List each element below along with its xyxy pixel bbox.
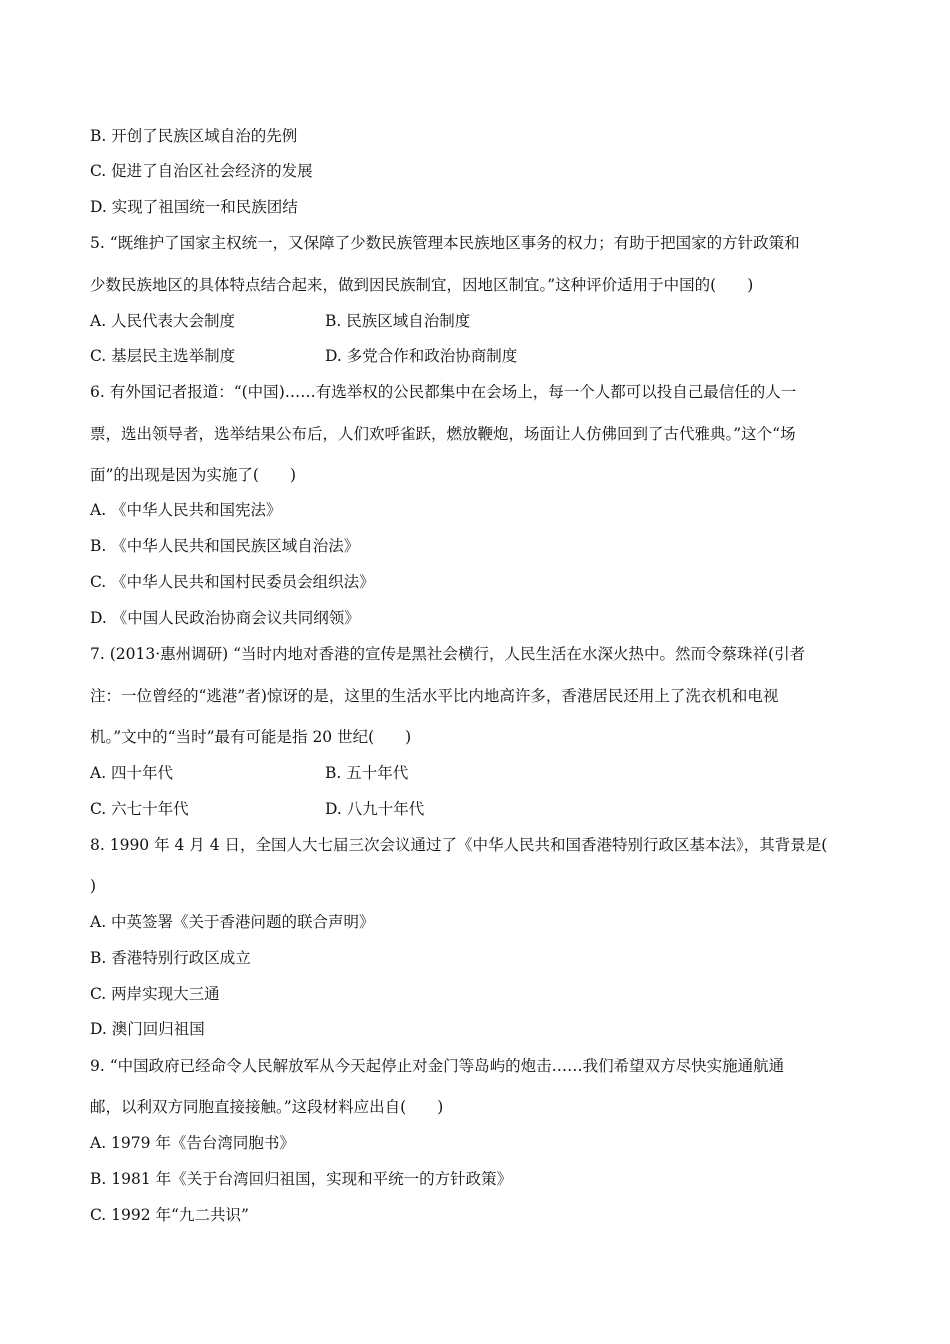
- option-d: D. 八九十年代: [325, 800, 425, 818]
- option-line: C. 两岸实现大三通: [90, 985, 220, 1003]
- question-5-text: 5. “既维护了国家主权统一，又保障了少数民族管理本民族地区事务的权力；有助于把国家的方针政策和: [90, 234, 800, 252]
- question-8-text: 8. 1990 年 4 月 4 日，全国人大七届三次会议通过了《中华人民共和国香港特别行政区基本法》，其背景是(: [90, 836, 828, 854]
- option-line: A. 1979 年《告台湾同胞书》: [90, 1134, 295, 1152]
- option-row: [90, 346, 235, 366]
- question-7-text: 注：一位曾经的“逃港”者)惊讶的是，这里的生活水平比内地高许多，香港居民还用上了洗衣机和电视: [90, 687, 779, 705]
- option-line: A. 《中华人民共和国宪法》: [90, 501, 282, 519]
- option-line: D. 实现了祖国统一和民族团结: [90, 198, 298, 216]
- option-line: C. 《中华人民共和国村民委员会组织法》: [90, 573, 375, 591]
- option-c: C. 基层民主选举制度: [90, 347, 236, 365]
- option-line: A. 中英签署《关于香港问题的联合声明》: [90, 913, 375, 931]
- option-line: B. 香港特别行政区成立: [90, 949, 251, 967]
- option-d: D. 多党合作和政治协商制度: [325, 347, 518, 365]
- question-6-text: 6. 有外国记者报道：“(中国)……有选举权的公民都集中在会场上，每一个人都可以投自己最信任的人一: [90, 383, 797, 401]
- option-line: B. 开创了民族区域自治的先例: [90, 127, 298, 145]
- question-5-text: 少数民族地区的具体特点结合起来，做到因民族制宜，因地区制宜。”这种评价适用于中国的( ): [90, 276, 754, 294]
- question-6-text: 票，选出领导者，选举结果公布后，人们欢呼雀跃，燃放鞭炮，场面让人仿佛回到了古代雅典。”这个“场: [90, 425, 796, 443]
- option-b: B. 民族区域自治制度: [325, 312, 471, 330]
- question-9-text: 9. “中国政府已经命令人民解放军从今天起停止对金门等岛屿的炮击……我们希望双方尽快实施通航通: [90, 1057, 785, 1075]
- option-row: [90, 311, 235, 331]
- question-8-text: ): [90, 877, 97, 895]
- option-line: D. 《中国人民政治协商会议共同纲领》: [90, 609, 360, 627]
- option-a: A. 四十年代: [90, 764, 174, 782]
- option-line: B. 《中华人民共和国民族区域自治法》: [90, 537, 360, 555]
- question-7-text: 7. (2013·惠州调研) “当时内地对香港的宣传是黑社会横行，人民生活在水深火热中。然而令蔡珠祥(引者: [90, 645, 806, 663]
- question-9-text: 邮，以利双方同胞直接接触。”这段材料应出自( ): [90, 1098, 444, 1116]
- option-a: A. 人民代表大会制度: [90, 312, 236, 330]
- question-7-text: 机。”文中的“当时”最有可能是指 20 世纪( ): [90, 728, 412, 746]
- question-6-text: 面”的出现是因为实施了( ): [90, 466, 297, 484]
- option-line: C. 1992 年“九二共识”: [90, 1206, 249, 1224]
- option-line: C. 促进了自治区社会经济的发展: [90, 162, 313, 180]
- option-line: B. 1981 年《关于台湾回归祖国，实现和平统一的方针政策》: [90, 1170, 513, 1188]
- option-c: C. 六七十年代: [90, 800, 189, 818]
- option-b: B. 五十年代: [325, 764, 409, 782]
- option-line: D. 澳门回归祖国: [90, 1020, 205, 1038]
